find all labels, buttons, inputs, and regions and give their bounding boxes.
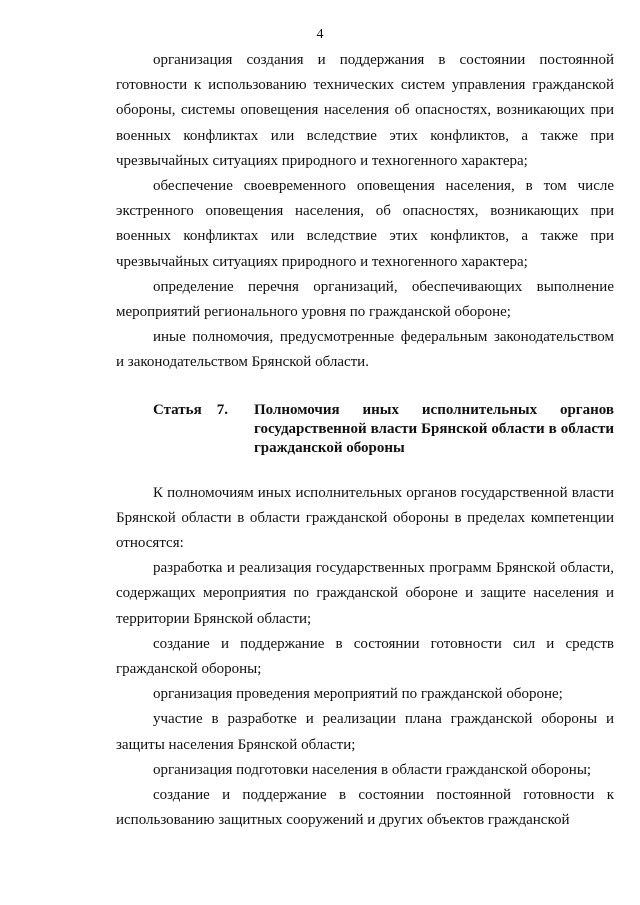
article-heading xyxy=(116,401,614,458)
paragraph: организация подготовки населения в области гражданской обороны; xyxy=(153,761,592,778)
paragraph: определение перечня организаций, обеспечивающих выполнение мероприятий регионального уровня по гражданской обороне; xyxy=(116,278,614,321)
paragraph: создание и поддержание в состоянии готовности сил и средств гражданской обороны; xyxy=(116,635,614,678)
paragraph: создание и поддержание в состоянии постоянной готовности к использованию защитных сооружений и других объектов гражданской xyxy=(116,787,614,829)
article-title: Полномочия иных исполнительных органов государственной власти Брянской области в области гражданской обороны xyxy=(254,401,614,456)
paragraph: организация создания и поддержания в состоянии постоянной готовности к использованию технических систем управления гражданской обороны, системы оповещения населения об опасностях, возникающих при военных конфликтах или вследствие этих конфликтов, а также при чрезвычайных ситуациях природного и техногенного характера; xyxy=(116,52,614,169)
paragraph: К полномочиям иных исполнительных органов государственной власти Брянской области в области гражданской обороны в пределах компетенции относятся: xyxy=(116,484,614,552)
paragraph: разработка и реализация государственных программ Брянской области, содержащих мероприятия по гражданской обороне и защите населения и территории Брянской области; xyxy=(116,560,614,627)
page-number: 4 xyxy=(316,27,324,42)
article-label-number: 7. xyxy=(216,401,228,418)
paragraph: организация проведения мероприятий по гражданской обороне; xyxy=(153,686,563,703)
article-label xyxy=(116,401,254,458)
document-body xyxy=(116,48,614,833)
paragraph: обеспечение своевременного оповещения населения, в том числе экстренного оповещения населения, об опасностях, возникающих при военных конфликтах или вследствие этих конфликтов, а также при чрезвычайных ситуациях природного и техногенного характера; xyxy=(116,178,614,270)
paragraph: иные полномочия, предусмотренные федеральным законодательством и законодательством Брянской области. xyxy=(116,329,614,371)
article-label-word: Статья xyxy=(153,401,202,418)
paragraph: участие в разработке и реализации плана гражданской обороны и защиты населения Брянской области; xyxy=(116,711,614,753)
